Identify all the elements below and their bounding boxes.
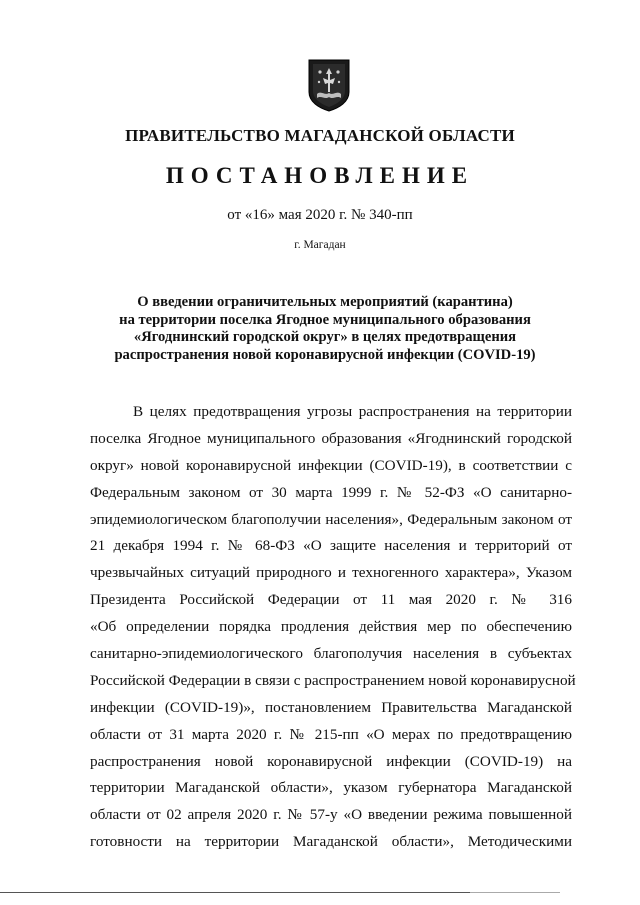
heading-line: «Ягоднинский городской округ» в целях предотвращения — [133, 329, 517, 345]
body-line: Федеральным законом от 30 марта 1999 г. № 52-ФЗ «О санитарно- — [90, 483, 572, 501]
document-type: ПОСТАНОВЛЕНИЕ — [165, 163, 475, 188]
body-line: эпидемиологическом благополучии населения», Федеральным законом от — [90, 510, 572, 528]
heading-line: распространения новой коронавирусной инфекции (COVID-19) — [114, 346, 536, 363]
body-line: округ» новой коронавирусной инфекции (COVID-19), в соответствии с — [90, 456, 572, 474]
body-line: Президента Российской Федерации от 11 мая 2020 г. № 316 — [90, 591, 572, 609]
body-line: готовности на территории Магаданской области», Методическими — [90, 833, 572, 851]
body-line: санитарно-эпидемиологического благополучия населения в субъектах — [90, 645, 572, 663]
document-date-number: от «16» мая 2020 г. № 340-пп — [227, 207, 413, 223]
body-line: чрезвычайных ситуаций природного и техногенного характера», Указом — [90, 564, 572, 582]
document-heading — [90, 294, 560, 364]
page-bottom-rule-faint — [470, 892, 560, 893]
body-line: поселка Ягодное муниципального образования «Ягоднинский городской — [90, 429, 572, 447]
body-line: В целях предотвращения угрозы распространения на территории — [133, 403, 572, 420]
document-body — [90, 399, 576, 856]
body-line: распространения новой коронавирусной инфекции (COVID-19) на — [90, 752, 572, 770]
body-line: «Об определении порядка продления действия мер по обеспечению — [90, 618, 572, 636]
magadan-coat-of-arms-icon — [303, 58, 355, 112]
body-line: 21 декабря 1994 г. № 68-ФЗ «О защите населения и территорий от — [90, 537, 572, 555]
document-city: г. Магадан — [294, 239, 346, 251]
government-title: ПРАВИТЕЛЬСТВО МАГАДАНСКОЙ ОБЛАСТИ — [125, 126, 515, 145]
body-line: области от 02 апреля 2020 г. № 57-у «О введении режима повышенной — [90, 806, 572, 824]
body-line: области от 31 марта 2020 г. № 215-пп «О мерах по предотвращению — [90, 725, 572, 743]
body-line: инфекции (COVID-19)», постановлением Правительства Магаданской — [90, 698, 572, 716]
body-line: Российской Федерации в связи с распространением новой коронавирусной — [90, 671, 576, 689]
heading-line: О введении ограничительных мероприятий (карантина) — [137, 294, 513, 310]
heading-line: на территории поселка Ягодное муниципального образования — [119, 311, 531, 328]
page-bottom-rule — [0, 892, 470, 893]
body-line: территории Магаданской области», указом губернатора Магаданской — [90, 779, 572, 797]
